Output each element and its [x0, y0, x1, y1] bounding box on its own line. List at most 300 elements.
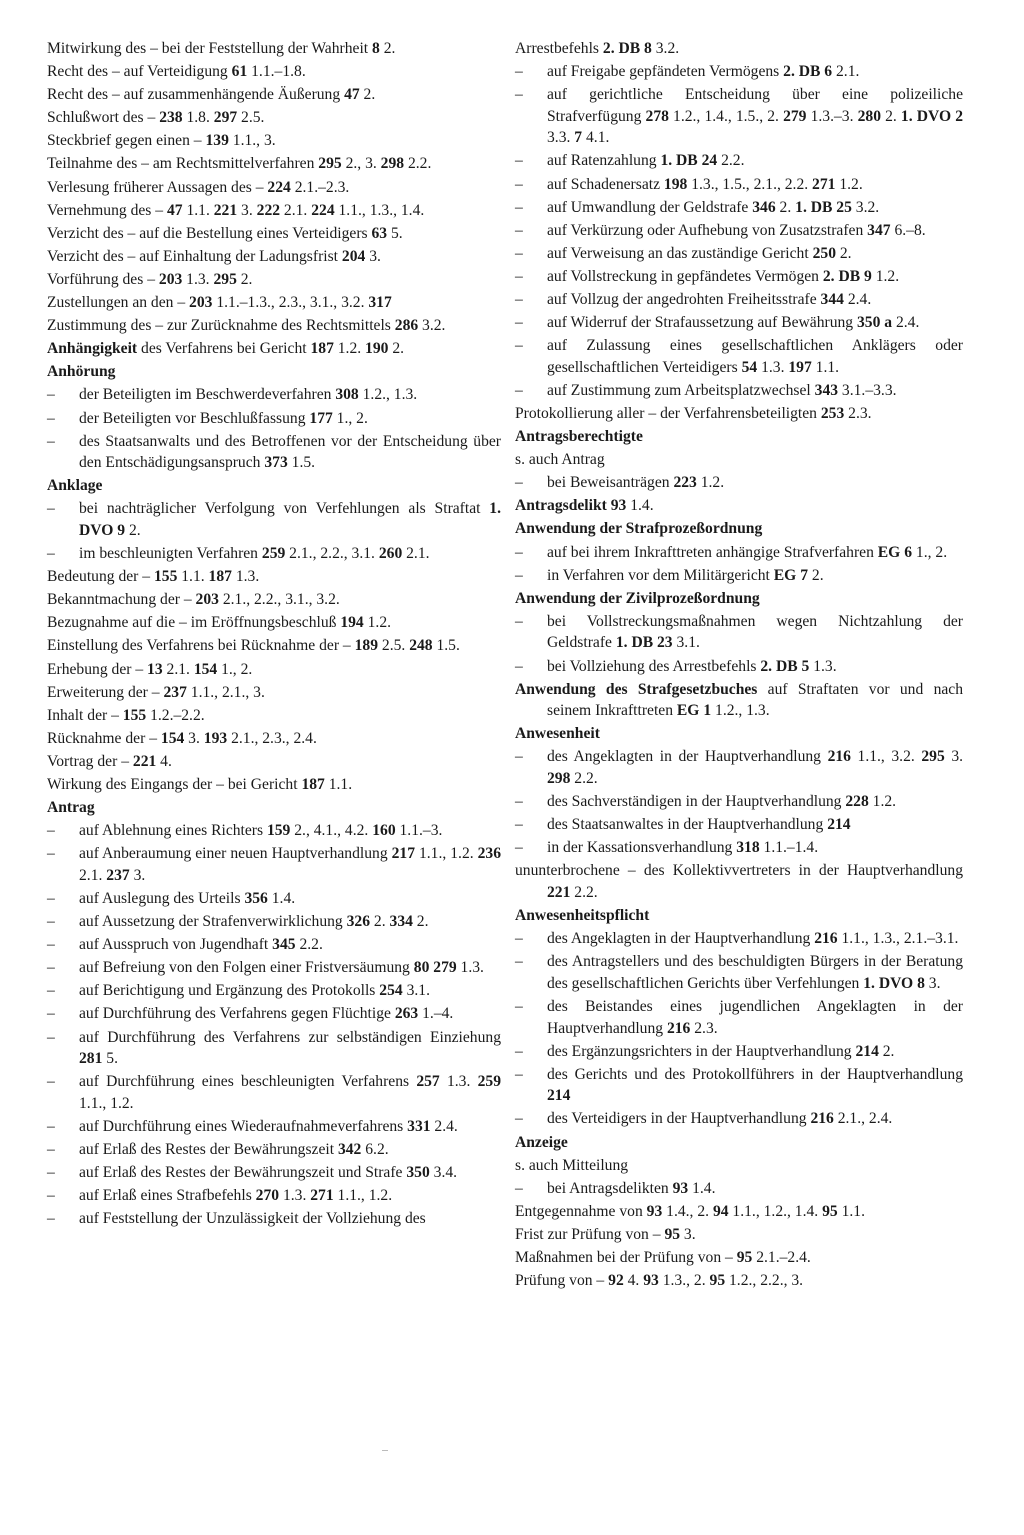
entry-text: 221 — [547, 883, 571, 901]
index-subentry — [515, 1064, 963, 1107]
entry-text: 279 — [783, 107, 807, 125]
entry-text: 214 — [855, 1042, 879, 1060]
entry-text: 1.2. — [871, 267, 900, 285]
index-subentry — [515, 611, 963, 654]
entry-text: 1.1., 1.2. — [333, 1187, 393, 1205]
entry-text: Verzicht des – auf Einhaltung der Ladungsfrist — [47, 247, 342, 265]
entry-text: auf Feststellung der Unzulässigkeit der Vollziehung des — [79, 1210, 426, 1228]
entry-text: 94 — [712, 1202, 729, 1220]
entry-text: 47 — [166, 201, 183, 219]
entry-text: 154 — [193, 660, 218, 678]
subentry-dash: – — [515, 198, 523, 216]
entry-text: 1.3. — [757, 358, 789, 376]
index-subentry — [515, 220, 963, 242]
index-subentry — [515, 472, 963, 494]
entry-text: 260 — [378, 545, 403, 563]
index-subentry — [47, 934, 501, 956]
entry-text: Anwesenheit — [515, 725, 600, 743]
entry-text: 1.1., 3. — [228, 132, 276, 150]
entry-text: Entgegennahme von — [515, 1202, 647, 1220]
entry-text: 95 — [822, 1202, 838, 1220]
entry-text: 2.4. — [843, 291, 872, 309]
entry-text: Inhalt der – — [47, 706, 123, 724]
entry-text: 281 — [79, 1050, 103, 1068]
index-subentry — [515, 335, 963, 378]
entry-text: 238 — [159, 109, 183, 127]
entry-text: 61 — [231, 63, 248, 81]
index-subentry — [515, 61, 963, 83]
index-entry — [515, 403, 963, 425]
entry-text: 1., 2. — [332, 409, 368, 427]
entry-text: 54 — [741, 358, 758, 376]
entry-text: Rücknahme der – — [47, 729, 161, 747]
entry-text: des Angeklagten in der Hauptverhandlung — [547, 930, 815, 948]
entry-text: 2.3. — [844, 405, 872, 422]
subentry-dash: – — [47, 545, 55, 563]
index-subentry — [515, 197, 963, 219]
entry-text: 2. — [388, 340, 405, 358]
entry-text: Wirkung des Eingangs der – bei Gericht — [47, 776, 302, 793]
entry-text: Bezugnahme auf die – im Eröffnungsbeschluß — [47, 614, 341, 632]
entry-text: auf Verkürzung oder Aufhebung von Zusatzstrafen — [547, 221, 868, 239]
entry-text: Anklage — [47, 477, 103, 495]
entry-text: 1.2. — [835, 175, 863, 193]
entry-text: 1.1. — [324, 776, 353, 793]
entry-text: des Ergänzungsrichters in der Hauptverhandlung — [547, 1042, 856, 1060]
entry-text: 331 — [407, 1117, 431, 1135]
entry-text: 223 — [673, 474, 697, 492]
entry-text: 1.3. — [279, 1187, 311, 1205]
entry-text: 1.3. — [231, 568, 260, 586]
entry-text: 197 — [788, 358, 812, 376]
index-subentry — [47, 1116, 501, 1138]
entry-text: Antrag — [47, 799, 95, 817]
index-subentry — [515, 996, 963, 1039]
subentry-dash: – — [515, 793, 523, 811]
entry-text: 350 — [406, 1164, 430, 1182]
entry-text: auf Durchführung eines beschleunigten Verfahrens — [79, 1073, 417, 1091]
subentry-dash: – — [515, 1042, 523, 1060]
entry-text: 2.4. — [430, 1117, 458, 1135]
entry-text: 95 — [709, 1272, 726, 1290]
entry-text: Anwendung der Strafprozeßordnung — [515, 520, 763, 538]
entry-text: 198 — [663, 175, 688, 193]
entry-text: 1.2., 1.3. — [711, 702, 770, 720]
index-heading — [515, 588, 963, 610]
entry-text: 1.1., 1.2., 1.4. — [728, 1202, 823, 1220]
entry-text: 1.4., 2. — [662, 1202, 713, 1220]
entry-text: des Staatsanwalts und des Betroffenen vor der Entscheidung über den Entschädigungsanspruch — [79, 432, 501, 472]
entry-text: Erhebung der – — [47, 660, 148, 678]
subentry-dash: – — [515, 221, 523, 239]
entry-text: Antragsberechtigte — [515, 428, 643, 446]
entry-text: 1.8. — [182, 109, 214, 127]
entry-text: des Verteidigers in der Hauptverhandlung — [547, 1110, 811, 1128]
subentry-dash: – — [47, 1117, 55, 1135]
index-heading — [515, 905, 963, 927]
entry-text: 2. — [236, 270, 253, 288]
subentry-dash: – — [515, 152, 523, 170]
entry-text: s. auch Antrag — [515, 451, 605, 469]
entry-text: Anhängigkeit — [47, 340, 138, 358]
index-entry — [47, 705, 501, 727]
entry-text: des Verfahrens bei Gericht — [137, 340, 311, 358]
entry-text: 3. — [680, 1225, 696, 1243]
index-subentry — [515, 746, 963, 789]
index-subentry — [47, 431, 501, 474]
subentry-dash: – — [515, 543, 523, 561]
entry-text: 190 — [365, 340, 389, 358]
entry-text: 3.2. — [418, 317, 446, 335]
entry-text: 214 — [827, 816, 851, 834]
entry-text: auf Befreiung von den Folgen einer Fristversäumung — [79, 959, 414, 977]
entry-text: 187 — [208, 568, 232, 586]
subentry-dash: – — [47, 500, 55, 518]
index-entry — [47, 177, 501, 199]
entry-text: auf Vollstreckung in gepfändetes Vermögen — [547, 267, 823, 285]
index-entry — [515, 860, 963, 903]
entry-text: Antragsdelikt 93 — [515, 497, 627, 515]
entry-text: 373 — [264, 454, 288, 472]
entry-text: 6.–8. — [890, 221, 926, 239]
entry-text: 2. — [359, 86, 376, 104]
entry-text: 1.1.–1.8. — [247, 63, 306, 81]
subentry-dash: – — [515, 816, 523, 834]
index-subentry — [47, 980, 501, 1002]
entry-text: 257 — [416, 1073, 440, 1091]
entry-text: 159 — [266, 822, 291, 840]
index-subentry — [515, 791, 963, 813]
entry-text: 2. — [878, 1042, 895, 1060]
entry-text: 2.1. — [280, 201, 312, 219]
entry-text: auf Berichtigung und Ergänzung des Protokolls — [79, 982, 380, 1000]
index-subentry — [47, 1027, 501, 1070]
entry-text: 139 — [205, 132, 229, 150]
entry-text: 2.5. — [237, 109, 265, 127]
index-entry — [515, 449, 963, 471]
entry-text: 216 — [827, 748, 851, 766]
entry-text: Frist zur Prüfung von – — [515, 1225, 665, 1243]
subentry-dash: – — [47, 1210, 55, 1228]
entry-text: 2.2. — [717, 152, 745, 170]
entry-text: 1.1., 3.2. — [850, 748, 922, 766]
subentry-dash: – — [47, 1028, 55, 1046]
entry-text: 224 — [267, 178, 291, 196]
entry-text: auf Umwandlung der Geldstrafe — [547, 198, 753, 216]
entry-text: Bedeutung der – — [47, 568, 154, 586]
entry-text: 1.1. — [182, 201, 214, 219]
entry-text: 2.1. — [832, 63, 860, 81]
entry-text: 253 — [820, 405, 845, 422]
index-subentry — [515, 150, 963, 172]
index-entry — [47, 200, 501, 222]
entry-text: bei Vollstreckungsmaßnahmen wegen Nichtzahlung der Geldstrafe — [547, 612, 963, 652]
entry-text: 1.2., 1.4., 1.5., 2. — [668, 107, 784, 125]
entry-text: 1.2. — [363, 614, 392, 632]
entry-text: 1.3., 2. — [658, 1272, 710, 1290]
entry-text: 271 — [310, 1187, 334, 1205]
entry-text: 334 — [389, 913, 413, 931]
entry-text: des Angeklagten in der Hauptverhandlung — [547, 748, 828, 766]
entry-text: 295 — [213, 270, 237, 288]
entry-text: 4.1. — [582, 129, 610, 147]
entry-text: auf Freigabe gepfändeten Vermögens — [547, 63, 784, 81]
subentry-dash: – — [515, 930, 523, 948]
entry-text: 1.1. — [837, 1202, 865, 1220]
entry-text: 2.1., 2.4. — [833, 1110, 893, 1128]
subentry-dash: – — [515, 997, 523, 1015]
index-entry — [515, 1270, 963, 1292]
index-entry — [47, 246, 501, 268]
entry-text: 2.3. — [690, 1019, 718, 1037]
entry-text: des Staatsanwaltes in der Hauptverhandlung — [547, 816, 828, 834]
entry-text: auf bei ihrem Inkrafttreten anhängige Strafverfahren — [547, 543, 878, 561]
entry-text: 2., 3. — [341, 155, 381, 173]
index-entry — [515, 1201, 963, 1223]
entry-text: 259 — [477, 1073, 501, 1091]
entry-text: 6.2. — [361, 1141, 389, 1158]
entry-text: auf Zulassung eines gesellschaftlichen Anklägers oder gesellschaftlichen Verteidigers — [547, 337, 963, 376]
entry-text: Prüfung von – — [515, 1272, 609, 1290]
entry-text: 155 — [153, 568, 178, 586]
entry-text: des Antragstellers und des beschuldigten Bürgers in der Beratung des gesellschaftlichen Gerichts über Verfehlungen — [547, 953, 963, 992]
entry-text: auf Ratenzahlung — [547, 152, 661, 170]
entry-text: 2.2. — [295, 936, 323, 954]
entry-text: 216 — [666, 1019, 691, 1037]
entry-text: 2.1., 2.3., 2.4. — [227, 729, 317, 747]
entry-text: 1.3. — [182, 270, 214, 288]
entry-text: 1. DVO 2 — [900, 107, 963, 125]
entry-text: im beschleunigten Verfahren — [79, 545, 262, 563]
entry-text: 3.1. — [672, 634, 700, 652]
entry-text: auf Durchführung des Verfahrens zur selbständigen Einziehung — [79, 1028, 501, 1046]
index-subentry — [47, 543, 501, 565]
index-entry — [47, 84, 501, 106]
entry-text: 248 — [409, 637, 433, 655]
subentry-dash: – — [515, 381, 523, 399]
entry-text: Zustellungen an den – — [47, 294, 190, 312]
entry-text: 221 — [132, 752, 157, 770]
entry-text: 203 — [195, 591, 219, 609]
entry-text: 92 — [608, 1272, 624, 1290]
entry-text: 3.1.–3.3. — [838, 381, 897, 399]
entry-text: 237 — [163, 683, 187, 701]
index-subentry — [47, 1162, 501, 1184]
subentry-dash: – — [515, 748, 523, 766]
entry-text: auf Anberaumung einer neuen Hauptverhandlung — [79, 845, 392, 863]
entry-text: auf Ablehnung eines Richters — [79, 822, 267, 840]
entry-text: 1.4. — [626, 497, 654, 515]
subentry-dash: – — [47, 1187, 55, 1205]
index-subentry — [515, 380, 963, 402]
entry-text: 2.1., 2.2., 3.1., 3.2. — [218, 591, 340, 609]
index-subentry — [515, 1108, 963, 1130]
entry-text: 4. — [623, 1272, 644, 1290]
entry-text: 216 — [814, 930, 838, 948]
entry-text: 1. DVO 8 — [863, 974, 925, 992]
entry-text: 3. — [237, 201, 257, 219]
entry-text: bei Vollziehung des Arrestbefehls — [547, 657, 761, 675]
entry-text: 1.3. — [456, 959, 484, 977]
entry-text: 2., 4.1., 4.2. — [290, 822, 373, 840]
entry-text: 1.2. — [333, 340, 366, 358]
entry-text: bei nachträglicher Verfolgung von Verfehlungen als Straftat — [79, 500, 490, 518]
index-entry — [47, 61, 501, 83]
entry-text: 4. — [156, 752, 172, 770]
index-entry — [47, 107, 501, 129]
index-subentry — [515, 656, 963, 678]
entry-text: 1.1.–1.4. — [759, 839, 819, 857]
entry-text: 1.3. — [439, 1073, 478, 1091]
subentry-dash: – — [515, 474, 523, 492]
entry-text: Teilnahme des – am Rechtsmittelverfahren — [47, 155, 319, 173]
entry-text: 2.2. — [404, 155, 432, 173]
entry-text: Anwendung des Strafgesetzbuches — [515, 680, 758, 698]
entry-text: 5. — [102, 1050, 118, 1068]
entry-text: 2. DB 9 — [822, 267, 872, 285]
entry-text: 204 — [341, 247, 366, 265]
index-subentry — [515, 951, 963, 994]
subentry-dash: – — [515, 1065, 523, 1083]
subentry-dash: – — [515, 953, 523, 971]
entry-text: 222 — [256, 201, 281, 219]
entry-text: 187 — [310, 340, 334, 358]
subentry-dash: – — [47, 432, 55, 450]
entry-text: Maßnahmen bei der Prüfung von – — [515, 1248, 737, 1266]
entry-text: bei Antragsdelikten — [547, 1179, 673, 1197]
index-subentry — [47, 498, 501, 541]
entry-text: Bekanntmachung der – — [47, 591, 196, 609]
entry-text: 254 — [379, 982, 403, 1000]
index-subentry — [47, 957, 501, 979]
subentry-dash: – — [47, 1141, 55, 1158]
entry-text: 3.4. — [429, 1164, 458, 1182]
index-entry — [47, 566, 501, 588]
entry-text: auf Ausspruch von Jugendhaft — [79, 936, 273, 954]
entry-text: Anzeige — [515, 1133, 568, 1151]
entry-text: 2.1. — [79, 866, 107, 884]
subentry-dash: – — [47, 386, 55, 404]
entry-text: 250 — [812, 244, 836, 262]
entry-text: 343 — [814, 381, 839, 399]
entry-text: 187 — [301, 776, 325, 793]
entry-text: Erweiterung der – — [47, 683, 164, 701]
entry-text: 2.1. — [402, 545, 430, 563]
entry-text: 2. — [125, 521, 141, 539]
index-heading — [515, 1132, 963, 1154]
entry-text: 80 — [413, 959, 430, 977]
entry-text: 1., 2. — [912, 543, 948, 561]
entry-text: bei Beweisanträgen — [547, 474, 674, 492]
entry-text: 2.1.–2.3. — [290, 178, 350, 196]
entry-text: 189 — [354, 637, 378, 655]
index-heading — [515, 723, 963, 745]
index-heading — [515, 426, 963, 448]
index-subentry — [47, 384, 501, 406]
entry-text: 2. DB 5 — [760, 657, 810, 675]
entry-text: 295 — [318, 155, 342, 173]
index-entry — [47, 728, 501, 750]
index-subentry — [47, 1071, 501, 1114]
subentry-dash: – — [47, 1073, 55, 1091]
entry-text: 2.2. — [570, 883, 598, 901]
index-subentry — [47, 408, 501, 430]
entry-text: 1.4. — [688, 1179, 716, 1197]
index-column-left — [47, 38, 501, 1231]
entry-text: 47 — [344, 86, 360, 104]
entry-text: in Verfahren vor dem Militärgericht — [547, 566, 774, 584]
index-entry — [47, 292, 501, 314]
entry-text: auf Erlaß des Restes der Bewährungszeit und Strafe — [79, 1164, 407, 1182]
entry-text: Recht des – auf Verteidigung — [47, 63, 232, 81]
entry-text: 1.1. — [811, 358, 840, 376]
subentry-dash: – — [47, 959, 55, 977]
entry-text: 347 — [867, 221, 891, 239]
index-heading — [47, 475, 501, 497]
entry-text: 203 — [189, 294, 213, 312]
entry-text: 2.1. — [162, 660, 194, 678]
entry-text: 93 — [643, 1272, 659, 1290]
entry-text: 2. — [880, 107, 901, 125]
entry-text: 298 — [380, 155, 405, 173]
subentry-dash: – — [47, 822, 55, 840]
entry-text: 160 — [372, 822, 396, 840]
entry-text: 297 — [213, 109, 238, 127]
entry-text: 1.3.–3. — [806, 107, 858, 125]
subentry-dash: – — [515, 612, 523, 630]
subentry-dash: – — [515, 314, 523, 332]
entry-text: 2.1.–2.4. — [752, 1248, 811, 1266]
entry-text: Verlesung früherer Aussagen des – — [47, 178, 268, 196]
index-subentry — [515, 1178, 963, 1200]
index-subentry — [47, 1185, 501, 1207]
entry-text: 7 — [574, 129, 583, 147]
entry-text: 344 — [820, 291, 844, 309]
entry-text: 278 — [645, 107, 669, 125]
entry-text: 317 — [368, 294, 392, 312]
subentry-dash: – — [515, 291, 523, 309]
entry-text: 350 a — [856, 314, 893, 332]
entry-text: 1.–4. — [418, 1005, 454, 1023]
entry-text: 1. DB 23 — [615, 634, 673, 652]
entry-text: 2.5. — [378, 637, 410, 655]
entry-text: 221 — [213, 201, 238, 219]
index-entry — [515, 495, 963, 517]
entry-text: Protokollierung aller – der Verfahrensbeteiligten — [515, 405, 821, 422]
entry-text: 2.1., 2.2., 3.1. — [285, 545, 379, 563]
entry-text: 155 — [122, 706, 147, 724]
index-entry — [47, 774, 501, 796]
entry-text: 1.1. — [177, 568, 209, 586]
index-subentry — [515, 289, 963, 311]
entry-text: 286 — [394, 317, 419, 335]
entry-text: der Beteiligten vor Beschlußfassung — [79, 409, 310, 427]
entry-text: EG 6 — [877, 543, 913, 561]
entry-text: 356 — [244, 889, 268, 907]
entry-text: in der Kassationsverhandlung — [547, 839, 737, 857]
entry-text: 228 — [845, 793, 869, 811]
entry-text: 280 — [857, 107, 881, 125]
entry-text: 2. DB 6 — [783, 63, 833, 81]
entry-text: 2. DB 8 — [602, 40, 652, 57]
entry-text: 1.5. — [287, 454, 316, 472]
entry-text: Schlußwort des – — [47, 109, 160, 127]
entry-text: 8 — [372, 40, 380, 57]
entry-text: 298 — [547, 770, 571, 787]
entry-text: 346 — [752, 198, 776, 216]
entry-text: 2.2. — [570, 770, 598, 787]
entry-text: 3.1. — [402, 982, 430, 1000]
